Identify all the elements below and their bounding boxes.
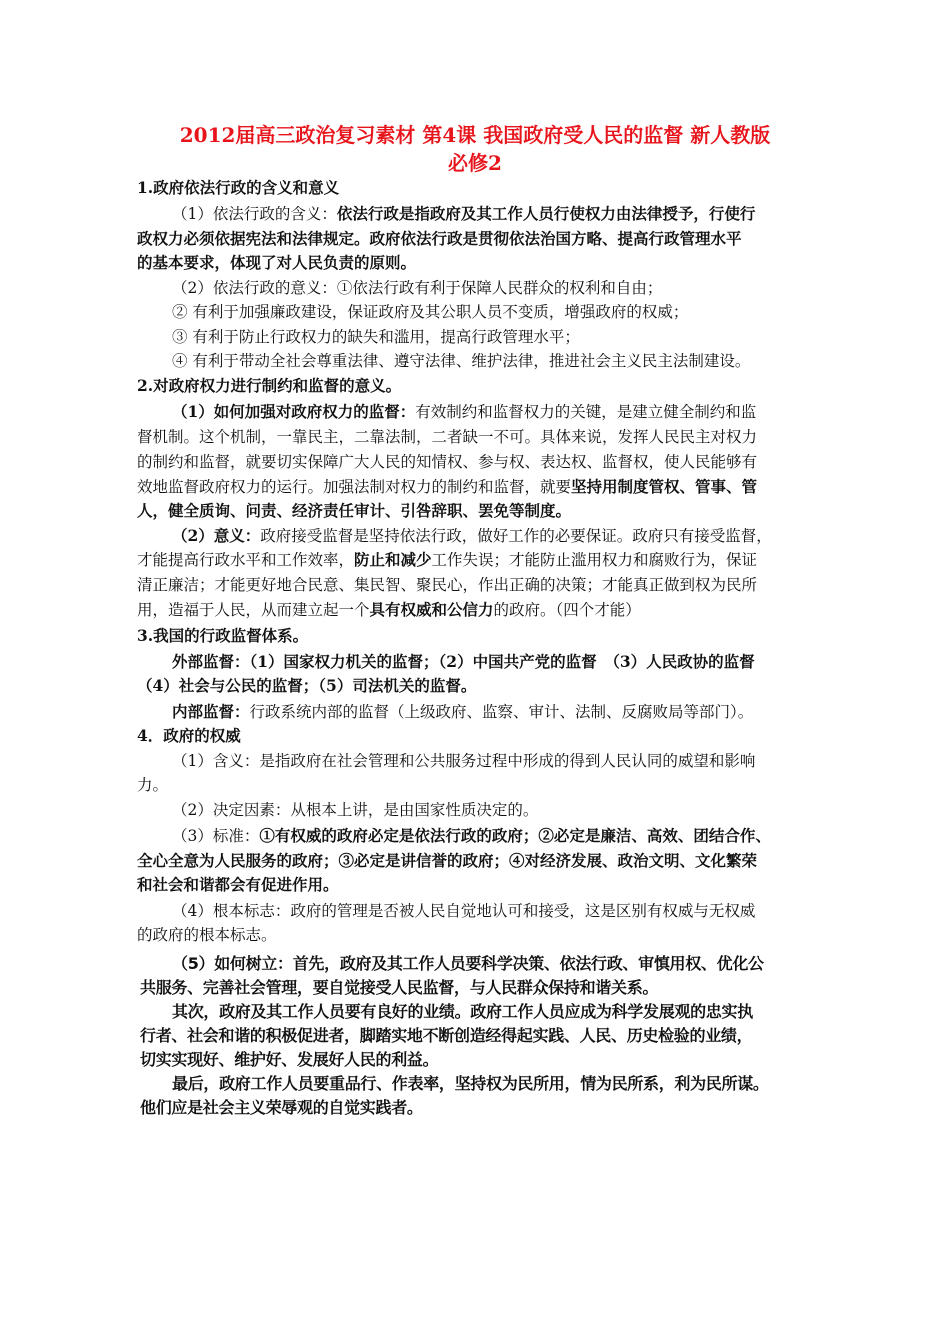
text-line bbox=[137, 549, 757, 571]
text-line bbox=[140, 977, 658, 999]
bold-text-segment: 具有权威和公信力 bbox=[369, 600, 494, 619]
text-line bbox=[172, 701, 753, 723]
bold-text-segment: 和社会和谐都会有促进作用。 bbox=[137, 875, 339, 894]
text-segment: 的政府的根本标志。 bbox=[137, 926, 277, 944]
text-line bbox=[137, 599, 641, 621]
text-line bbox=[137, 252, 416, 274]
text-line bbox=[172, 1073, 769, 1095]
text-segment: （2）依法行政的意义：①依法行政有利于保障人民群众的权利和自由； bbox=[172, 279, 663, 297]
bold-text-segment: 人，健全质询、问责、经济责任审计、引咎辞职、罢免等制度。 bbox=[137, 501, 572, 520]
text-line bbox=[137, 500, 571, 522]
bold-text-segment: 防止和减少 bbox=[354, 550, 432, 569]
text-line bbox=[137, 625, 308, 647]
text-segment: 行政系统内部的监督（上级政府、监察、审计、法制、反腐败局等部门）。 bbox=[249, 703, 754, 721]
text-line bbox=[172, 326, 580, 348]
bold-text-segment: 依法行政是指政府及其工作人员行使权力由法律授予，行使行 bbox=[336, 204, 756, 223]
bold-text-segment: 行者、社会和谐的积极促进者，脚踏实地不断创造经得起实践、人民、历史检验的业绩， bbox=[140, 1026, 753, 1045]
text-line bbox=[137, 774, 168, 796]
text-segment: ③ 有利于防止行政权力的缺失和滥用，提高行政管理水平； bbox=[172, 328, 580, 346]
bold-text-segment: 2.对政府权力进行制约和监督的意义。 bbox=[137, 376, 402, 395]
text-line bbox=[172, 799, 538, 821]
text-line bbox=[172, 525, 772, 547]
bold-text-segment: 4．政府的权威 bbox=[137, 726, 241, 745]
bold-text-segment: 其次，政府及其工作人员要有良好的业绩。政府工作人员应成为科学发展观的忠实执 bbox=[172, 1002, 753, 1021]
text-line bbox=[137, 874, 339, 896]
text-segment: （1）依法行政的含义： bbox=[172, 205, 337, 223]
text-line bbox=[172, 401, 756, 423]
bold-text-segment: 最后，政府工作人员要重品行、作表率，坚持权为民所用，情为民所系，利为民所谋。 bbox=[172, 1074, 769, 1093]
text-line bbox=[140, 1025, 752, 1047]
bold-text-segment: 坚持用制度管权、管事、管 bbox=[571, 477, 758, 496]
text-line bbox=[137, 476, 757, 498]
text-segment: 清正廉洁；才能更好地合民意、集民智、聚民心，作出正确的决策；才能真正做到权为民所 bbox=[137, 576, 758, 594]
bold-text-segment: 首先，政府及其工作人员要科学决策、依法行政、审慎用权、优化公 bbox=[292, 954, 764, 973]
text-line bbox=[172, 825, 771, 847]
document-title-line-2: 必修2 bbox=[448, 151, 502, 175]
text-segment: 的政府。（四个才能） bbox=[493, 601, 641, 619]
text-segment: ② 有利于加强廉政建设，保证政府及其公职人员不变质，增强政府的权威； bbox=[172, 303, 689, 321]
bold-text-segment: 全心全意为人民服务的政府；③必定是讲信誉的政府；④对经济发展、政治文明、文化繁荣 bbox=[137, 851, 758, 870]
text-segment: （1）含义：是指政府在社会管理和公共服务过程中形成的得到人民认同的威望和影响 bbox=[172, 752, 756, 770]
text-segment: 才能提高行政水平和工作效率， bbox=[137, 551, 355, 569]
text-segment: （5）如何树立： bbox=[172, 954, 293, 973]
text-line bbox=[137, 850, 757, 872]
text-segment: ④ 有利于带动全社会尊重法律、遵守法律、维护法律，推进社会主义民主法制建设。 bbox=[172, 352, 751, 370]
text-line bbox=[137, 177, 339, 199]
text-line bbox=[172, 900, 755, 922]
bold-text-segment: （4）社会与公民的监督；（5）司法机关的监督。 bbox=[137, 676, 477, 695]
text-line bbox=[172, 1001, 753, 1023]
text-line bbox=[137, 426, 757, 448]
text-line bbox=[140, 1097, 423, 1119]
text-line bbox=[172, 953, 764, 975]
text-line bbox=[137, 675, 476, 697]
text-segment: 督机制。这个机制，一靠民主，二靠法制，二者缺一不可。具体来说，发挥人民民主对权力 bbox=[137, 428, 758, 446]
text-line bbox=[137, 574, 757, 596]
bold-text-segment: ①有权威的政府必定是依法行政的政府；②必定是廉洁、高效、团结合作、 bbox=[259, 826, 771, 845]
text-segment: （3）标准： bbox=[172, 827, 260, 845]
bold-text-segment: 他们应是社会主义荣辱观的自觉实践者。 bbox=[140, 1098, 423, 1117]
bold-text-segment: 切实实现好、维护好、发展好人民的利益。 bbox=[140, 1050, 439, 1069]
text-line bbox=[172, 301, 688, 323]
document-title-line-1: 2012届高三政治复习素材 第4课 我国政府受人民的监督 新人教版 bbox=[179, 123, 771, 147]
bold-text-segment: 内部监督： bbox=[172, 702, 250, 721]
text-line bbox=[172, 203, 755, 225]
text-line bbox=[137, 451, 757, 473]
bold-text-segment: 1.政府依法行政的含义和意义 bbox=[137, 178, 340, 197]
bold-text-segment: 共服务、完善社会管理，要自觉接受人民监督，与人民群众保持和谐关系。 bbox=[140, 978, 659, 997]
bold-text-segment: （2）意义： bbox=[172, 526, 261, 545]
text-segment: 工作失误；才能防止滥用权力和腐败行为，保证 bbox=[431, 551, 758, 569]
text-segment: 有效制约和监督权力的关键，是建立健全制约和监 bbox=[415, 403, 757, 421]
text-line bbox=[137, 924, 277, 946]
text-line bbox=[137, 725, 241, 747]
text-line bbox=[137, 375, 401, 397]
text-line bbox=[172, 277, 662, 299]
text-segment: 的制约和监督，就要切实保障广大人民的知情权、参与权、表达权、监督权，使人民能够有 bbox=[137, 453, 758, 471]
bold-text-segment: 外部监督：（1）国家权力机关的监督；（2）中国共产党的监督 （3）人民政协的监督 bbox=[172, 652, 755, 671]
text-segment: （4）根本标志：政府的管理是否被人民自觉地认可和接受，这是区别有权威与无权威 bbox=[172, 902, 756, 920]
text-segment: 效地监督政府权力的运行。加强法制对权力的制约和监督，就要 bbox=[137, 478, 572, 496]
text-segment: 用，造福于人民，从而建立起一个 bbox=[137, 601, 370, 619]
bold-text-segment: 的基本要求，体现了对人民负责的原则。 bbox=[137, 253, 417, 272]
text-segment: （2）决定因素：从根本上讲，是由国家性质决定的。 bbox=[172, 801, 539, 819]
bold-text-segment: 3.我国的行政监督体系。 bbox=[137, 626, 309, 645]
text-line bbox=[172, 750, 755, 772]
bold-text-segment: 政权力必须依据宪法和法律规定。政府依法行政是贯彻依法治国方略、提高行政管理水平 bbox=[137, 229, 742, 248]
text-segment: 力。 bbox=[137, 776, 169, 794]
text-line bbox=[172, 350, 750, 372]
text-segment: 政府接受监督是坚持依法行政，做好工作的必要保证。政府只有接受监督， bbox=[260, 527, 772, 545]
bold-text-segment: （1）如何加强对政府权力的监督： bbox=[172, 402, 416, 421]
text-line bbox=[140, 1049, 438, 1071]
text-line bbox=[137, 228, 742, 250]
text-line bbox=[172, 651, 755, 673]
